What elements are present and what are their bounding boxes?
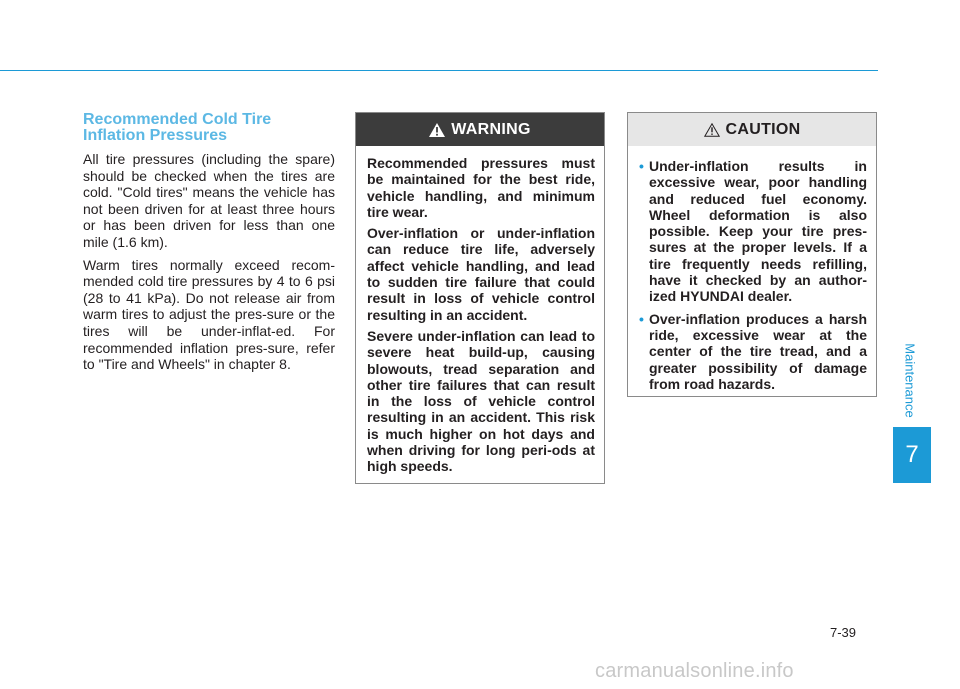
- body-text: [83, 151, 335, 379]
- warning-content: [356, 146, 604, 475]
- warning-label: WARNING: [451, 120, 531, 138]
- bullet-icon: •: [639, 158, 644, 174]
- chapter-label: [896, 335, 924, 425]
- caution-triangle-icon: [704, 123, 720, 137]
- chapter-label-text: Maintenance: [902, 342, 918, 418]
- warning-paragraph: Over-inflation or under-inflation can reduce tire life, adversely affect vehicle handling, and lead to sudden tire failure that could result in loss of vehicle control resulting in an accident.: [367, 225, 595, 323]
- warning-box: [355, 112, 605, 484]
- body-paragraph: Warm tires normally exceed recom-mended cold tire pressures by 4 to 6 psi (28 to 41 kPa). Do not release air from warm tires to adjust the pres-sure or the tires will be under-inflat-ed. For recommended inflation pres-sure, refer to "Tire and Wheels" in chapter 8.: [83, 256, 335, 373]
- body-paragraph: All tire pressures (including the spare) should be checked when the tires are cold. "Cold tires" means the vehicle has not been driven for at least three hours or has been driven for less than one mile (1.6 km).: [83, 151, 335, 250]
- top-rule: [0, 70, 878, 71]
- caution-label: CAUTION: [725, 120, 801, 138]
- list-item: [639, 158, 867, 305]
- caution-item-text: Over-inflation produces a harsh ride, excessive wear at the center of the tire tread, and a greater possibility of damage from road hazards.: [649, 310, 867, 392]
- caution-item-text: Under-inflation results in excessive wear, poor handling and reduced fuel economy. Wheel deformation is also possible. Keep your tire pres-sures at the proper levels. If a tire frequently needs refilling, have it checked by an author-ized HYUNDAI dealer.: [649, 158, 867, 305]
- warning-paragraph: Recommended pressures must be maintained for the best ride, vehicle handling, and minimum tire wear.: [367, 155, 595, 220]
- warning-triangle-icon: [429, 123, 445, 137]
- page-number: 7-39: [830, 625, 857, 640]
- caution-content: [628, 146, 876, 392]
- bullet-icon: •: [639, 310, 644, 327]
- section-title: Recommended Cold Tire Inflation Pressures: [83, 111, 272, 144]
- caution-box: [627, 112, 877, 397]
- warning-paragraph: Severe under-inflation can lead to severe heat build-up, causing blowouts, tread separation and other tire failures that can result in the loss of vehicle control resulting in an accident. This risk is much higher on hot days and when driving for long peri-ods at high speeds.: [367, 327, 595, 475]
- list-item: [639, 311, 867, 392]
- watermark: carmanualsonline.info: [595, 660, 794, 682]
- chapter-tab: 7: [893, 427, 931, 483]
- caution-header: [628, 113, 876, 146]
- caution-list: [639, 158, 867, 392]
- warning-header: [356, 113, 604, 146]
